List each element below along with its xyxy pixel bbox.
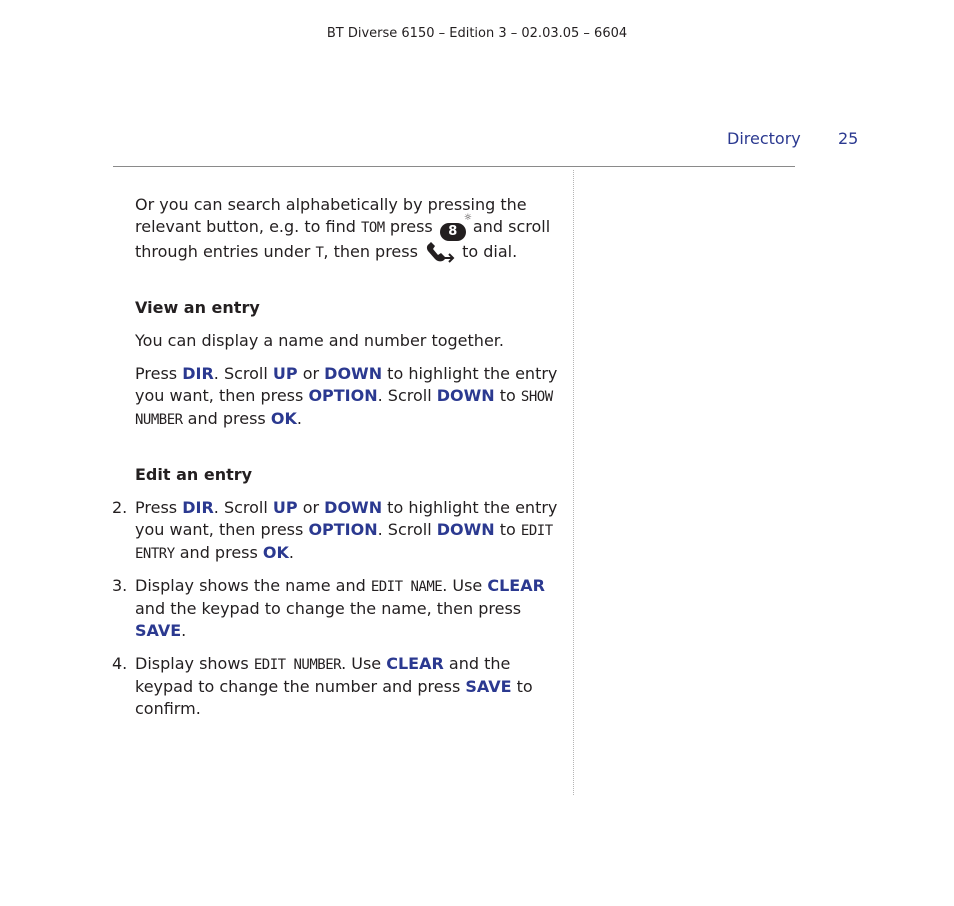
down-key-label: DOWN <box>324 364 383 383</box>
instruction-text: . Scroll <box>213 364 273 383</box>
view-entry-heading: View an entry <box>135 298 260 317</box>
step-number: 3. <box>112 576 128 595</box>
instruction-text: . Use <box>442 576 488 595</box>
instruction-text: and the keypad to change the number and press <box>135 654 511 696</box>
instruction-text: to <box>494 520 521 539</box>
document-id: BT Diverse 6150 – Edition 3 – 02.03.05 – 6604 <box>326 26 628 41</box>
lcd-text-edit-number: EDIT NUMBER <box>253 657 342 673</box>
edit-step-4 <box>112 653 560 720</box>
lcd-text-t: T <box>315 245 324 261</box>
edit-step-3 <box>112 575 560 642</box>
instruction-text: and the keypad to change the name, then press <box>135 599 522 618</box>
instruction-text: . <box>296 409 302 428</box>
key-spark-icon: ☼ <box>463 213 472 223</box>
up-key-label: UP <box>272 498 298 517</box>
view-entry-instructions <box>135 363 560 431</box>
edit-step-2 <box>112 497 560 565</box>
intro-text: and scroll through entries under <box>135 217 551 261</box>
column-divider <box>573 170 574 795</box>
lcd-text-show-number: SHOW NUMBER <box>135 389 553 428</box>
intro-paragraph <box>135 194 560 264</box>
instruction-text: or <box>297 364 325 383</box>
instruction-text: . <box>181 621 187 640</box>
dir-key-label: DIR <box>182 364 214 383</box>
lcd-text-tom: TOM <box>360 220 385 236</box>
up-key-label: UP <box>272 364 298 383</box>
header-rule <box>113 166 795 167</box>
save-key-label: SAVE <box>135 621 182 640</box>
key-8-icon <box>440 213 472 241</box>
instruction-text: Press <box>135 498 183 517</box>
instruction-text: to confirm. <box>135 677 533 718</box>
instruction-text: to highlight the entry you want, then press <box>135 364 558 405</box>
instruction-text: and press <box>174 543 263 562</box>
intro-text: , then press <box>323 242 424 261</box>
instruction-text: Display shows <box>135 654 254 673</box>
save-key-label: SAVE <box>465 677 512 696</box>
instruction-text: . <box>288 543 295 562</box>
option-key-label: OPTION <box>308 386 378 405</box>
edit-entry-heading: Edit an entry <box>135 465 253 484</box>
clear-key-label: CLEAR <box>487 576 545 595</box>
key-8-label: 8 <box>448 224 458 239</box>
down-key-label: DOWN <box>436 520 495 539</box>
lcd-text-edit-entry: EDIT ENTRY <box>135 523 553 562</box>
dir-key-label: DIR <box>182 498 214 517</box>
down-key-label: DOWN <box>324 498 383 517</box>
view-entry-description: You can display a name and number together. <box>135 331 504 350</box>
step-number: 2. <box>112 498 128 517</box>
lcd-text-edit-name: EDIT NAME <box>370 579 443 595</box>
instruction-text: and press <box>182 409 271 428</box>
option-key-label: OPTION <box>308 520 378 539</box>
instruction-text: to <box>494 386 521 405</box>
instruction-text: . Use <box>341 654 387 673</box>
instruction-text: Display shows the name and <box>135 576 371 595</box>
clear-key-label: CLEAR <box>386 654 444 673</box>
talk-handset-icon <box>425 241 455 263</box>
instruction-text: . Scroll <box>377 520 437 539</box>
ok-key-label: OK <box>262 543 289 562</box>
intro-text: press <box>384 217 438 236</box>
instruction-text: or <box>297 498 325 517</box>
instruction-text: Press <box>135 364 183 383</box>
instruction-text: to highlight the entry you want, then press <box>135 498 558 539</box>
ok-key-label: OK <box>270 409 297 428</box>
instruction-text: . Scroll <box>213 498 273 517</box>
step-number: 4. <box>112 654 128 673</box>
main-content <box>112 194 560 720</box>
down-key-label: DOWN <box>436 386 495 405</box>
instruction-text: . Scroll <box>377 386 437 405</box>
intro-text: to dial. <box>457 242 518 261</box>
intro-text: Or you can search alphabetically by pressing the relevant button, e.g. to find <box>135 195 527 236</box>
running-head-section: Directory <box>727 129 801 148</box>
page-number: 25 <box>838 129 859 148</box>
